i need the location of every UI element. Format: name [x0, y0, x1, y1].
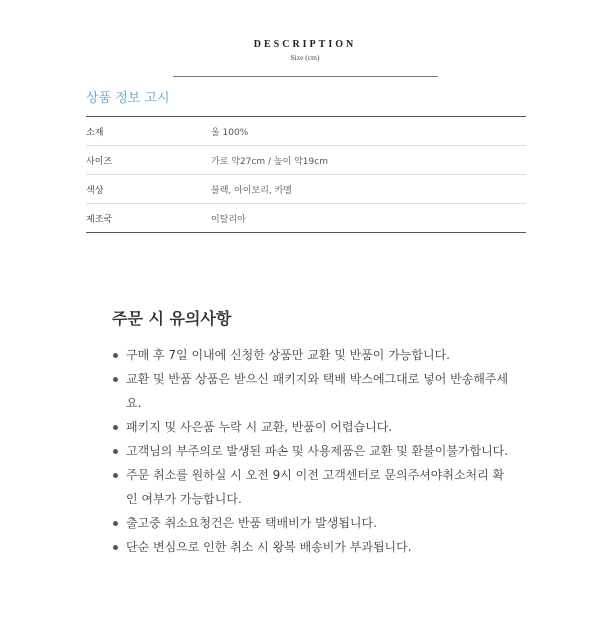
notice-text: 고객님의 부주의로 발생된 파손 및 사용제품은 교환 및 환불이불가합니다.: [126, 444, 509, 458]
notice-item: [110, 511, 510, 535]
bullet-icon: [113, 473, 118, 478]
notice-text: 교환 및 반품 상품은 받으신 패키지와 택배 박스에그대로 넣어 반송해주세요.: [126, 372, 509, 410]
notice-item: [110, 535, 510, 559]
order-notice-title: 주문 시 유의사항: [112, 309, 232, 328]
info-row-color: [86, 175, 526, 204]
notice-item: [110, 415, 510, 439]
bullet-icon: [113, 425, 118, 430]
divider: [173, 76, 438, 77]
notice-item: [110, 463, 510, 511]
description-header: [0, 38, 610, 63]
notice-text: 출고중 취소요청건은 반품 택배비가 발생됩니다.: [126, 516, 377, 530]
info-value: 블랙, 아이보리, 카멜: [211, 185, 292, 196]
info-label: 제조국: [86, 214, 113, 225]
info-row-material: [86, 117, 526, 146]
bullet-icon: [113, 449, 118, 454]
size-unit-label: Size (cm): [290, 53, 320, 62]
info-value: 울 100%: [211, 127, 249, 138]
bullet-icon: [113, 377, 118, 382]
product-info-title: 상품 정보 고시: [86, 91, 170, 106]
bullet-icon: [113, 353, 118, 358]
order-notice-list: [110, 343, 510, 559]
product-info-table: [86, 116, 526, 233]
notice-text: 구매 후 7일 이내에 신청한 상품만 교환 및 반품이 가능합니다.: [126, 348, 450, 362]
bullet-icon: [113, 545, 118, 550]
notice-item: [110, 439, 510, 463]
info-label: 색상: [86, 185, 104, 196]
info-value: 이탈리아: [211, 214, 246, 225]
notice-text: 패키지 및 사은품 누락 시 교환, 반품이 어렵습니다.: [126, 420, 393, 434]
description-title: DESCRIPTION: [253, 39, 357, 50]
notice-text: 단순 변심으로 인한 취소 시 왕복 배송비가 부과됩니다.: [126, 540, 412, 554]
info-label: 소재: [86, 127, 104, 138]
info-label: 사이즈: [86, 156, 113, 167]
notice-item: [110, 343, 510, 367]
info-row-origin: [86, 204, 526, 233]
bullet-icon: [113, 521, 118, 526]
info-row-size: [86, 146, 526, 175]
notice-item: [110, 367, 510, 415]
notice-text: 주문 취소를 원하실 시 오전 9시 이전 고객센터로 문의주셔야취소처리 확인 여부가 가능합니다.: [126, 468, 505, 506]
info-value: 가로 약27cm / 높이 약19cm: [211, 156, 328, 167]
